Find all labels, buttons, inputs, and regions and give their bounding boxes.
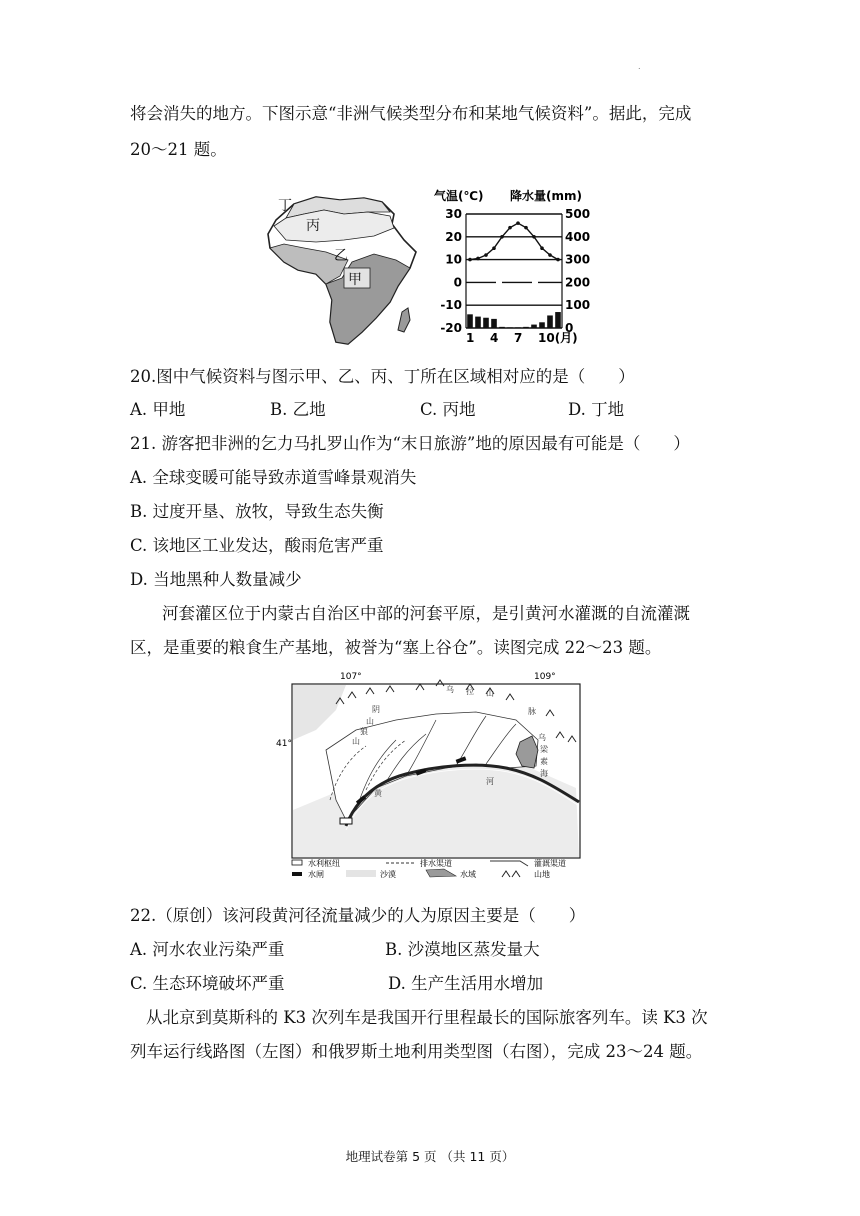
madagascar [398, 308, 410, 332]
precip-tick-label: 300 [565, 252, 591, 267]
legend-irrigation: 灌溉渠道 [534, 859, 566, 868]
legend-desert: 沙漠 [380, 870, 396, 879]
place-label-11: 素 [540, 757, 548, 766]
place-label-8: 脉 [528, 707, 536, 716]
temp-point [500, 235, 504, 239]
passage2-line-2: 区，是重要的粮食生产基地，被誉为“塞上谷仓”。读图完成 22～23 题。 [130, 638, 662, 657]
q20-option-a[interactable]: A. 甲地 [130, 400, 186, 419]
passage2-line-1: 河套灌区位于内蒙古自治区中部的河套平原，是引黄河水灌溉的自流灌溉 [162, 604, 690, 623]
temp-point [492, 246, 496, 250]
water-hub [340, 818, 352, 824]
month-tick-label: 1 [466, 331, 475, 345]
temp-point [476, 257, 480, 261]
legend-sluice: 水闸 [308, 870, 324, 879]
q20-option-b[interactable]: B. 乙地 [270, 400, 326, 419]
lon-label-107: 107° [340, 672, 362, 682]
temp-tick-label: -20 [440, 321, 462, 335]
passage3-line-2: 列车运行线路图（左图）和俄罗斯土地利用类型图（右图），完成 23～24 题。 [130, 1042, 703, 1061]
precip-bar [507, 327, 513, 328]
precip-tick-label: 200 [565, 275, 591, 290]
precip-tick-label: 100 [565, 298, 591, 313]
passage3-line-1: 从北京到莫斯科的 K3 次列车是我国开行里程最长的国际旅客列车。读 K3 次 [146, 1008, 708, 1027]
place-label-5: 乌 [446, 685, 454, 694]
q20-option-d[interactable]: D. 丁地 [568, 400, 625, 419]
temp-point [468, 258, 472, 262]
label-jia: 甲 [348, 272, 362, 288]
precip-axis-title: 降水量(mm) [510, 189, 582, 203]
q22-option-c[interactable]: C. 生态环境破坏严重 [130, 974, 285, 993]
q20-option-c[interactable]: C. 丙地 [420, 400, 476, 419]
legend-mountain: 山地 [534, 870, 550, 879]
q22-option-d[interactable]: D. 生产生活用水增加 [388, 974, 544, 993]
temp-tick-label: 20 [445, 229, 462, 244]
precip-bar [539, 322, 545, 328]
legend-water-hub: 水利枢纽 [308, 859, 340, 868]
temp-tick-label: 0 [453, 275, 462, 290]
legend-water: 水域 [460, 870, 476, 879]
temp-tick-label: 30 [445, 207, 462, 221]
temp-tick-label: 10 [445, 252, 462, 267]
page-footer: 地理试卷第 5 页 （共 11 页） [345, 1149, 515, 1164]
temp-line [470, 223, 558, 259]
temp-point [540, 246, 544, 250]
precip-tick-label: 400 [565, 229, 591, 244]
temp-point [516, 221, 520, 225]
precip-bar [483, 318, 489, 328]
temp-point [556, 258, 560, 262]
precip-bar [547, 315, 553, 328]
legend-drain: 排水渠道 [420, 859, 452, 868]
place-label-3: 狼 [360, 727, 368, 736]
africa-climate-map [264, 192, 424, 352]
place-label-7: 山 [486, 689, 494, 698]
map-legend [292, 858, 566, 879]
q21-option-c[interactable]: C. 该地区工业发达，酸雨危害严重 [130, 536, 384, 555]
scan-mark: . [638, 62, 641, 71]
hetao-irrigation-map [276, 670, 586, 882]
q22-option-a[interactable]: A. 河水农业污染严重 [130, 940, 285, 959]
place-label-4: 山 [352, 737, 360, 746]
month-tick-label: 4 [490, 331, 499, 345]
lon-label-109: 109° [534, 672, 556, 682]
label-bing: 丙 [306, 218, 320, 234]
temp-point [508, 226, 512, 230]
temp-point [548, 253, 552, 257]
climate-chart [430, 186, 600, 356]
precip-bar [531, 325, 537, 328]
temp-axis-title: 气温(℃) [434, 189, 484, 203]
temp-point [484, 253, 488, 257]
place-label-10: 梁 [540, 745, 548, 754]
temp-tick-label: -10 [440, 298, 462, 313]
temp-point [532, 235, 536, 239]
q22-stem: 22.（原创）该河段黄河径流量减少的人为原因主要是（ ） [130, 906, 586, 925]
precip-bar [491, 319, 497, 328]
place-label-1: 阴 [372, 705, 380, 714]
place-label-2: 山 [366, 717, 374, 726]
label-yi: 乙 [334, 248, 348, 264]
place-label-9: 乌 [538, 733, 546, 742]
intro-line-2: 20～21 题。 [130, 140, 227, 159]
label-ding: 丁 [278, 198, 292, 214]
q21-option-d[interactable]: D. 当地黑种人数量减少 [130, 570, 302, 589]
month-tick-label: 7 [514, 331, 523, 345]
precip-tick-label: 500 [565, 207, 591, 221]
q21-stem: 21. 游客把非洲的乞力马扎罗山作为“末日旅游”地的原因最有可能是（ ） [130, 434, 690, 453]
precip-bar [467, 314, 473, 328]
temp-point [524, 226, 528, 230]
q20-stem: 20.图中气候资料与图示甲、乙、丙、丁所在区域相对应的是（ ） [130, 367, 635, 386]
precip-bar [499, 327, 505, 328]
precip-bar [475, 317, 481, 328]
q21-option-b[interactable]: B. 过度开垦、放牧，导致生态失衡 [130, 502, 384, 521]
intro-line-1: 将会消失的地方。下图示意“非洲气候类型分布和某地气候资料”。据此，完成 [130, 104, 692, 123]
precip-bar [555, 312, 561, 328]
lat-label-41: 41° [276, 739, 292, 749]
place-label-14: 河 [486, 777, 494, 786]
precip-tick-label: 0 [565, 321, 574, 335]
precip-bar [523, 327, 529, 328]
month-tick-label: 10(月) [538, 331, 578, 345]
place-label-13: 黄 [374, 789, 382, 798]
q21-option-a[interactable]: A. 全球变暖可能导致赤道雪峰景观消失 [130, 468, 417, 487]
q22-option-b[interactable]: B. 沙漠地区蒸发量大 [385, 940, 540, 959]
place-label-12: 海 [540, 769, 548, 778]
precip-bar [515, 327, 521, 328]
place-label-6: 拉 [466, 687, 474, 696]
